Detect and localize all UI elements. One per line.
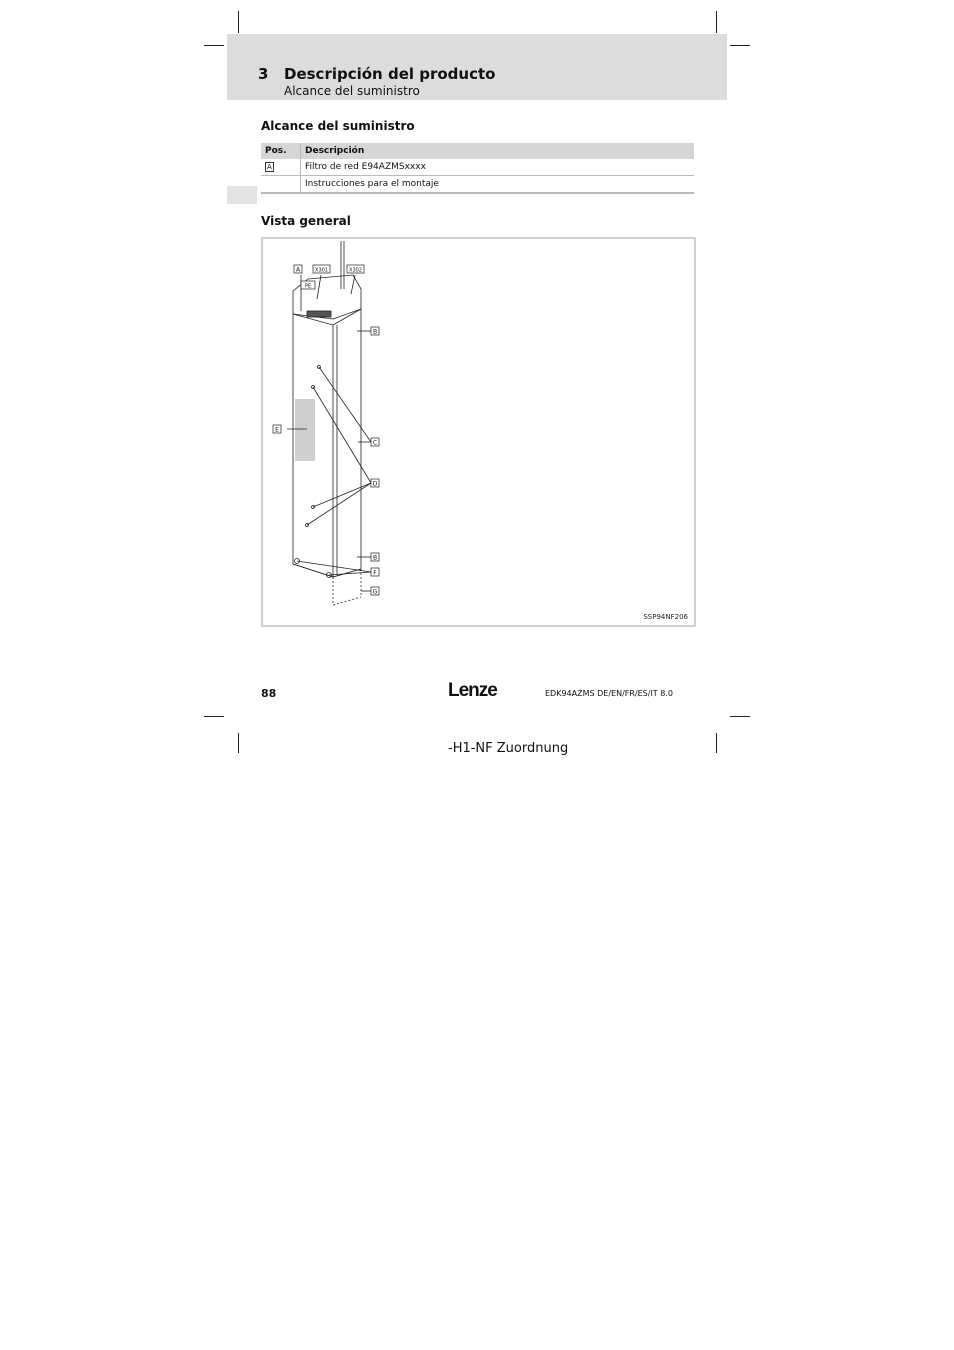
crop-mark <box>730 45 750 46</box>
crop-mark <box>716 11 717 33</box>
label-f: F <box>373 569 377 577</box>
crop-mark <box>730 716 750 717</box>
table-row <box>261 176 694 194</box>
crop-mark <box>238 733 239 753</box>
scope-table <box>261 143 694 194</box>
leader-line <box>313 483 371 507</box>
device-drawing <box>263 239 694 625</box>
column-header-description: Descripción <box>301 143 695 159</box>
page-number: 88 <box>261 687 277 700</box>
lenze-logo: Lenze <box>448 680 497 701</box>
side-tab <box>227 186 257 204</box>
overview-heading: Vista general <box>261 214 351 228</box>
leader-line <box>351 275 355 294</box>
table-cell-pos <box>261 159 301 176</box>
chapter-subtitle: Alcance del suministro <box>284 84 420 98</box>
vent-grille <box>295 399 315 461</box>
crop-mark <box>204 45 224 46</box>
table-cell-description: Instrucciones para el montaje <box>301 176 695 194</box>
leader-line <box>319 367 371 442</box>
label-x301: X301 <box>315 267 328 274</box>
label-e: E <box>275 426 279 434</box>
label-x302: X302 <box>349 267 362 274</box>
chapter-title: Descripción del producto <box>284 65 496 83</box>
column-header-pos: Pos. <box>261 143 301 159</box>
crop-mark <box>238 11 239 33</box>
label-b-top: B <box>372 328 378 336</box>
document-id: EDK94AZMS DE/EN/FR/ES/IT 8.0 <box>545 689 673 698</box>
leader-line <box>297 561 371 572</box>
table-row <box>261 159 694 176</box>
leader-line <box>313 387 371 483</box>
label-d: D <box>372 480 378 488</box>
pos-badge: A <box>267 163 272 171</box>
label-c: C <box>372 439 378 447</box>
crop-mark <box>204 716 224 717</box>
table-cell-pos <box>261 176 301 194</box>
scope-heading: Alcance del suministro <box>261 119 415 133</box>
label-b-bottom: B <box>372 554 378 562</box>
leader-line <box>317 275 321 299</box>
label-a: A <box>295 266 301 274</box>
label-g: G <box>372 588 378 596</box>
label-pe: PE <box>304 283 312 290</box>
table-header-row <box>261 143 694 159</box>
table-cell-description: Filtro de red E94AZMSxxxx <box>301 159 695 176</box>
figure-id: SSP94NF206 <box>643 613 688 621</box>
overview-figure <box>261 237 696 627</box>
device-bottom <box>293 564 361 577</box>
chapter-number: 3 <box>258 65 269 83</box>
footnote-text: -H1-NF Zuordnung <box>448 741 569 756</box>
crop-mark <box>716 733 717 753</box>
terminal-strip <box>307 311 331 317</box>
